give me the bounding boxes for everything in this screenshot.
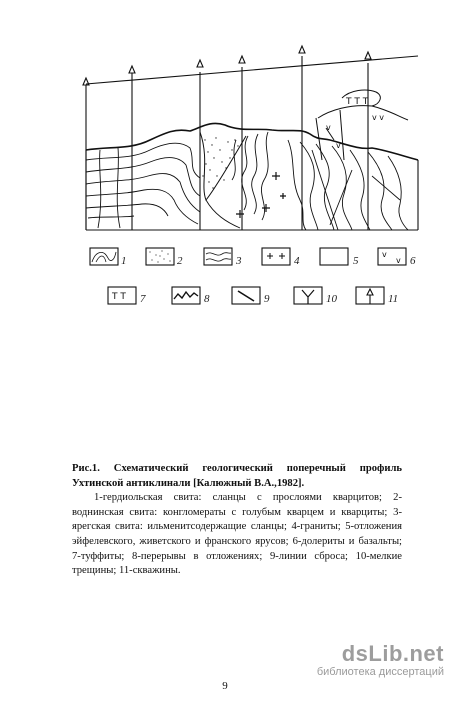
geologic-cross-section-figure [0,0,450,320]
legend-item-2 [146,248,183,267]
svg-text:v: v [336,141,341,150]
legend-number: 7 [140,293,146,305]
legend-item-10 [294,287,338,305]
watermark [244,642,444,679]
legend-number: 10 [326,293,337,305]
legend-number: 4 [294,255,300,267]
legend-number: 1 [121,255,127,267]
legend-row-2 [108,287,398,305]
legend-number: 9 [264,293,270,305]
watermark-subtitle: библиотека диссертаций [316,666,444,678]
svg-text:v: v [382,250,387,259]
svg-text:T T T: T T T [346,97,369,107]
caption-title: Рис.1. Схематический геологический поперечный профиль Ухтинской антиклинали [Калюжный В.А.,1982]. [72,463,402,489]
wells [83,46,418,230]
page-number: 9 [222,680,228,692]
svg-text:v: v [326,123,331,132]
shale-layers-right [288,140,408,230]
legend-row-1 [90,248,416,267]
legend-item-4 [262,248,300,267]
legend-number: 8 [204,293,210,305]
svg-text:v v: v v [372,113,385,122]
shale-layers-left [86,143,200,228]
legend-item-11 [356,287,398,305]
tuffite-cap [316,90,408,160]
legend-item-1 [90,248,127,267]
svg-text:v: v [396,256,401,265]
legend-number: 11 [388,293,399,305]
legend-item-7 [108,287,146,305]
cross-section-svg [0,0,450,320]
watermark-name: dsLib.net [341,641,444,666]
legend-item-5 [320,248,359,267]
legend-number: 5 [353,255,359,267]
legend-item-9 [232,287,270,305]
legend-item-3 [204,248,242,267]
svg-text:T T: T T [112,292,126,302]
legend-number: 3 [236,255,242,267]
caption-body: 1-гердиольская свита: сланцы с прослоями кварцитов; 2-воднинская свита: конгломераты с голубым кварцем и кварциты; 3- ярегская свита: ильменитсодержащие сланцы; 4-граниты; 5-отложения эйфелевского, живетского и франского ярусов; 6-долериты и базальты; 7-туффиты; 8-перерывы в отложениях; 9-линии сброса; 10-мелкие трещины; 11-скважины. [72,492,402,577]
conglomerate-block [202,137,238,188]
figure-caption [72,462,402,579]
legend-item-8 [172,287,210,305]
legend-number: 6 [410,255,416,267]
legend-item-6 [378,248,416,267]
granite-crosses [236,172,286,218]
legend-number: 2 [177,255,183,267]
